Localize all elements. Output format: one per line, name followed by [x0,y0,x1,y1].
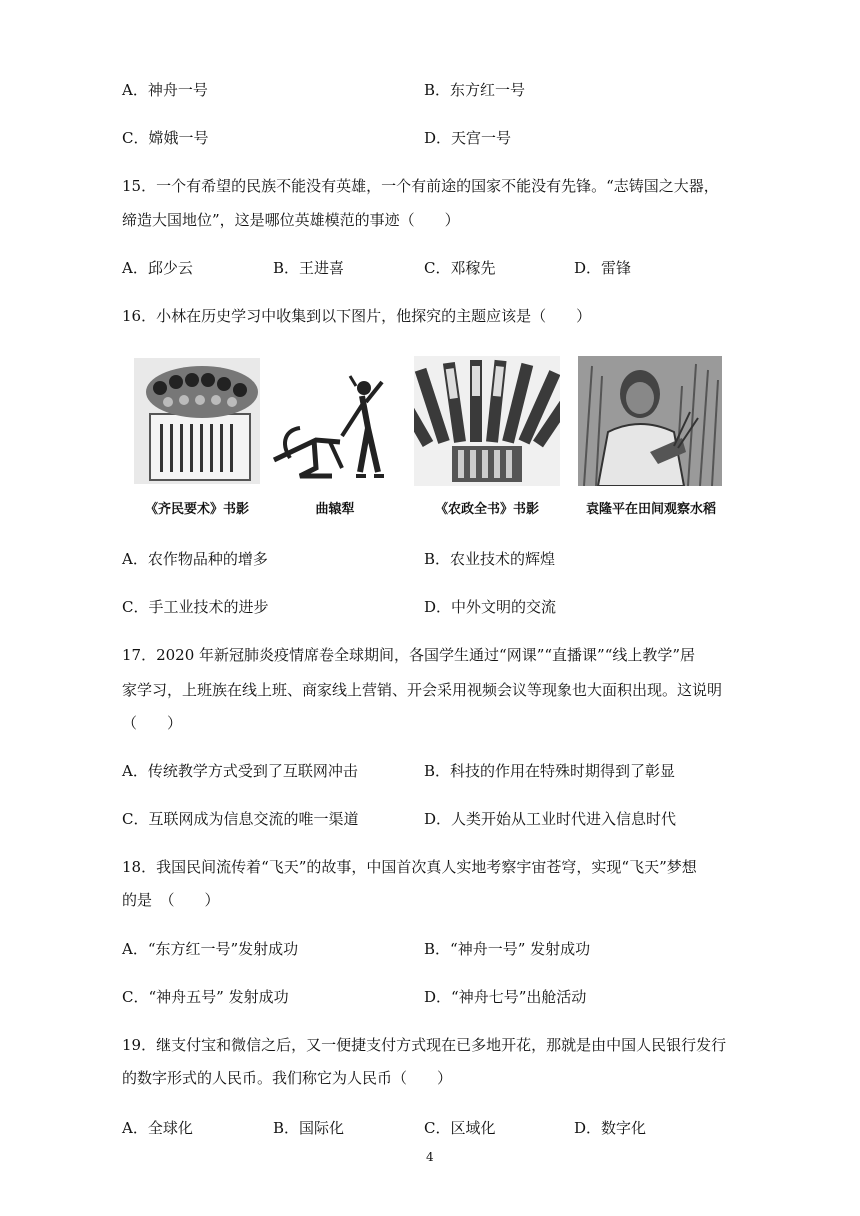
q18-option-a: A．“东方红一号”发射成功 [122,940,299,958]
q14-option-b: B．东方红一号 [424,81,526,99]
q14-option-a: A．神舟一号 [122,81,208,99]
q17-stem-line3: （ ） [122,714,183,732]
q19-option-d: D．数字化 [574,1119,647,1137]
qimin-yaoshu-book-image [132,356,262,486]
q17-option-c: C．互联网成为信息交流的唯一渠道 [122,810,359,828]
q18-option-c: C．“神舟五号” 发射成功 [122,988,289,1006]
q17-stem-line2: 家学习，上班族在线上班、商家线上营销、开会采用视频会议等现象也大面积出现。这说明 [122,681,723,699]
q19-stem-line2: 的数字形式的人民币。我们称它为人民币（ ） [122,1069,453,1087]
q17-option-d: D．人类开始从工业时代进入信息时代 [424,810,677,828]
q15-option-b: B．王进喜 [273,259,345,277]
q19-stem-line1: 19．继支付宝和微信之后，又一便捷支付方式现在已多地开花，那就是由中国人民银行发行 [122,1036,727,1054]
figure-caption-1: 《齐民要术》书影 [144,502,249,517]
q18-option-b: B．“神舟一号” 发射成功 [424,940,591,958]
q15-stem-line2: 缔造大国地位”，这是哪位英雄模范的事迹（ ） [122,211,460,229]
figure-caption-3: 《农政全书》书影 [434,502,539,517]
q15-option-a: A．邱少云 [122,259,193,277]
q18-stem-line2: 的是 （ ） [122,891,220,909]
q16-option-a: A．农作物品种的增多 [122,550,268,568]
q15-option-d: D．雷锋 [574,259,632,277]
q19-option-b: B．国际化 [273,1119,345,1137]
q14-option-c: C．嫦娥一号 [122,129,209,147]
q19-option-c: C．区域化 [424,1119,496,1137]
q15-option-c: C．邓稼先 [424,259,496,277]
q16-option-b: B．农业技术的辉煌 [424,550,556,568]
curved-plough-image [270,372,405,486]
q15-stem-line1: 15．一个有希望的民族不能没有英雄，一个有前途的国家不能没有先锋。“志铸国之大器， [122,177,719,195]
q17-option-a: A．传统教学方式受到了互联网冲击 [122,762,358,780]
q16-stem-line1: 16．小林在历史学习中收集到以下图片，他探究的主题应该是（ ） [122,307,592,325]
q19-option-a: A．全球化 [122,1119,193,1137]
q16-option-d: D．中外文明的交流 [424,598,557,616]
q17-stem-line1: 17．2020 年新冠肺炎疫情席卷全球期间，各国学生通过“网课”“直播课”“线上教学”居 [122,646,696,664]
figure-caption-2: 曲辕犁 [315,502,355,517]
figure-caption-4: 袁隆平在田间观察水稻 [585,502,716,517]
q16-option-c: C．手工业技术的进步 [122,598,269,616]
q14-option-d: D．天宫一号 [424,129,512,147]
nongzheng-quanshu-book-image [414,356,560,486]
q17-option-b: B．科技的作用在特殊时期得到了彰显 [424,762,676,780]
q18-stem-line1: 18．我国民间流传着“飞天”的故事，中国首次真人实地考察宇宙苍穹，实现“飞天”梦想 [122,858,697,876]
q18-option-d: D．“神舟七号”出舱活动 [424,988,587,1006]
page-number: 4 [426,1150,434,1164]
yuan-longping-rice-field-photo [578,356,722,486]
